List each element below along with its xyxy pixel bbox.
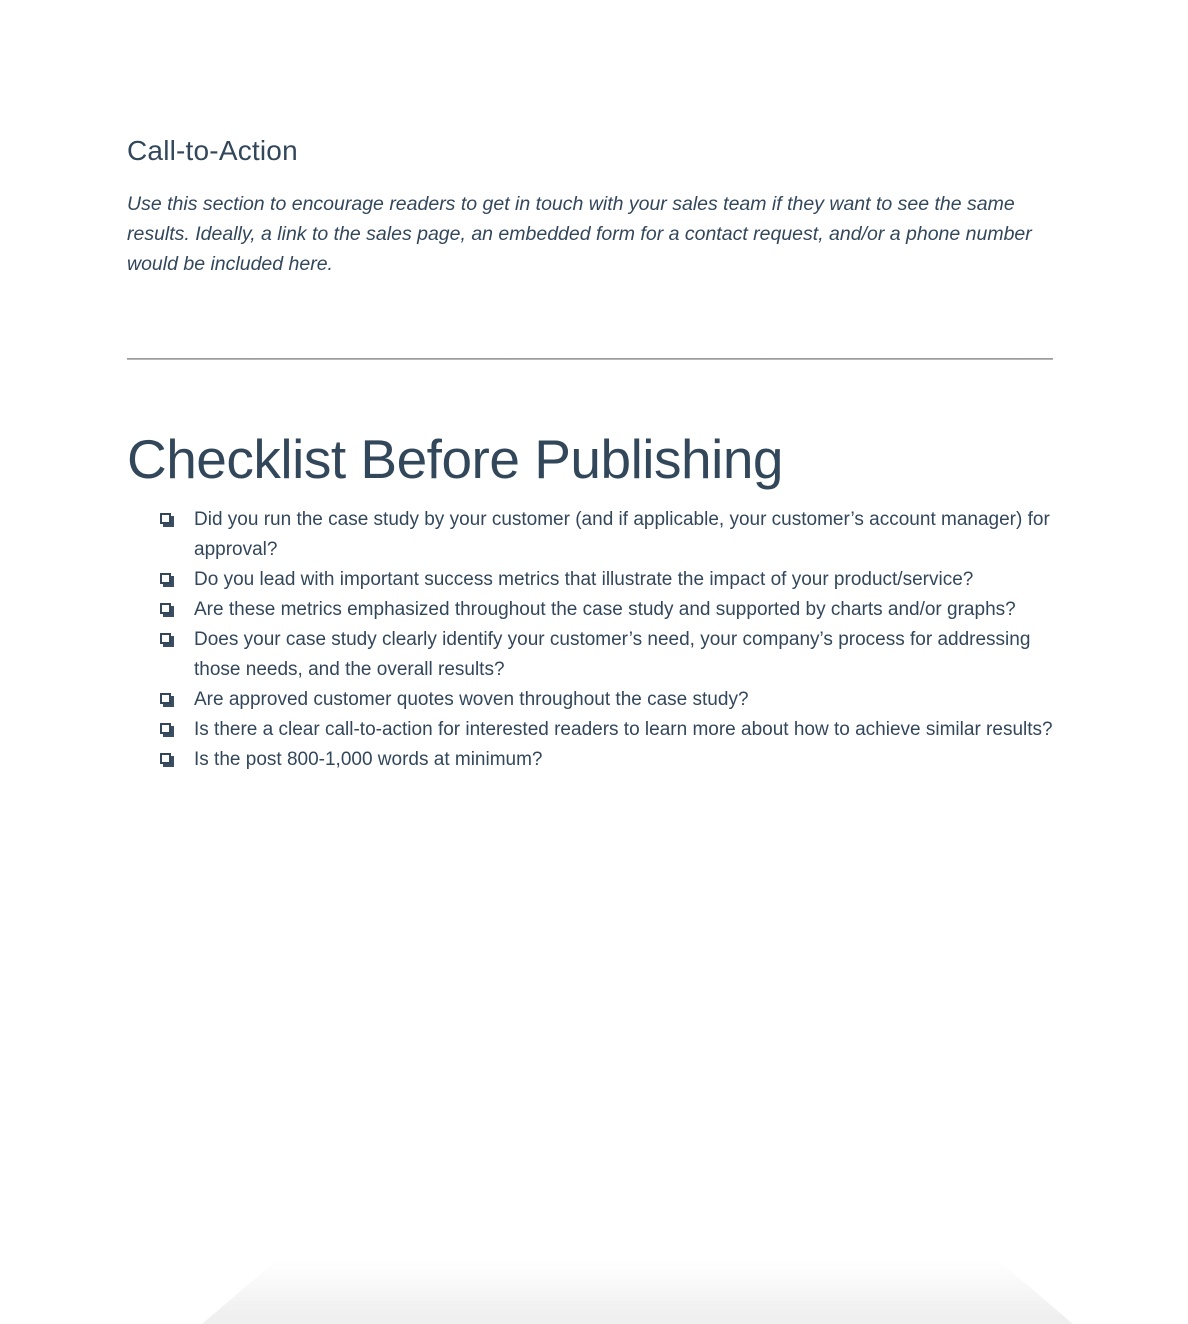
checklist-item [160, 715, 1059, 745]
next-page-shadow [195, 1262, 1080, 1324]
checklist-item-text: Do you lead with important success metrics that illustrate the impact of your product/service? [194, 569, 974, 591]
checklist-item [160, 595, 1059, 625]
cta-section-body: Use this section to encourage readers to get in touch with your sales team if they want to see the same results. Ideally, a link to the sales page, an embedded form for a contact request, and/or a phone number would be included here. [127, 193, 1032, 276]
checklist-item-text: Is there a clear call-to-action for interested readers to learn more about how to achieve similar results? [194, 719, 1053, 741]
checklist-item-text: Are these metrics emphasized throughout the case study and supported by charts and/or graphs? [194, 599, 1016, 621]
checklist-section-heading: Checklist Before Publishing [127, 428, 784, 491]
checklist [127, 505, 1059, 775]
checkbox-icon[interactable] [160, 633, 171, 644]
checklist-item [160, 505, 1059, 565]
checklist-item-text: Are approved customer quotes woven throughout the case study? [194, 689, 749, 711]
checkbox-icon[interactable] [160, 753, 171, 764]
checklist-item-text: Is the post 800-1,000 words at minimum? [194, 749, 543, 771]
checklist-item [160, 625, 1059, 685]
checklist-item [160, 745, 1059, 775]
checklist-item [160, 685, 1059, 715]
section-divider [127, 358, 1053, 360]
checklist-item [160, 565, 1059, 595]
checkbox-icon[interactable] [160, 573, 171, 584]
checklist-item-text: Does your case study clearly identify your customer’s need, your company’s process for addressing those needs, and the overall results? [194, 629, 1031, 681]
checkbox-icon[interactable] [160, 693, 171, 704]
cta-section-heading: Call-to-Action [127, 135, 298, 166]
page-content [127, 135, 1059, 775]
checklist-item-text: Did you run the case study by your customer (and if applicable, your customer’s account manager) for approval? [194, 509, 1050, 561]
checkbox-icon[interactable] [160, 513, 171, 524]
checkbox-icon[interactable] [160, 603, 171, 614]
checkbox-icon[interactable] [160, 723, 171, 734]
